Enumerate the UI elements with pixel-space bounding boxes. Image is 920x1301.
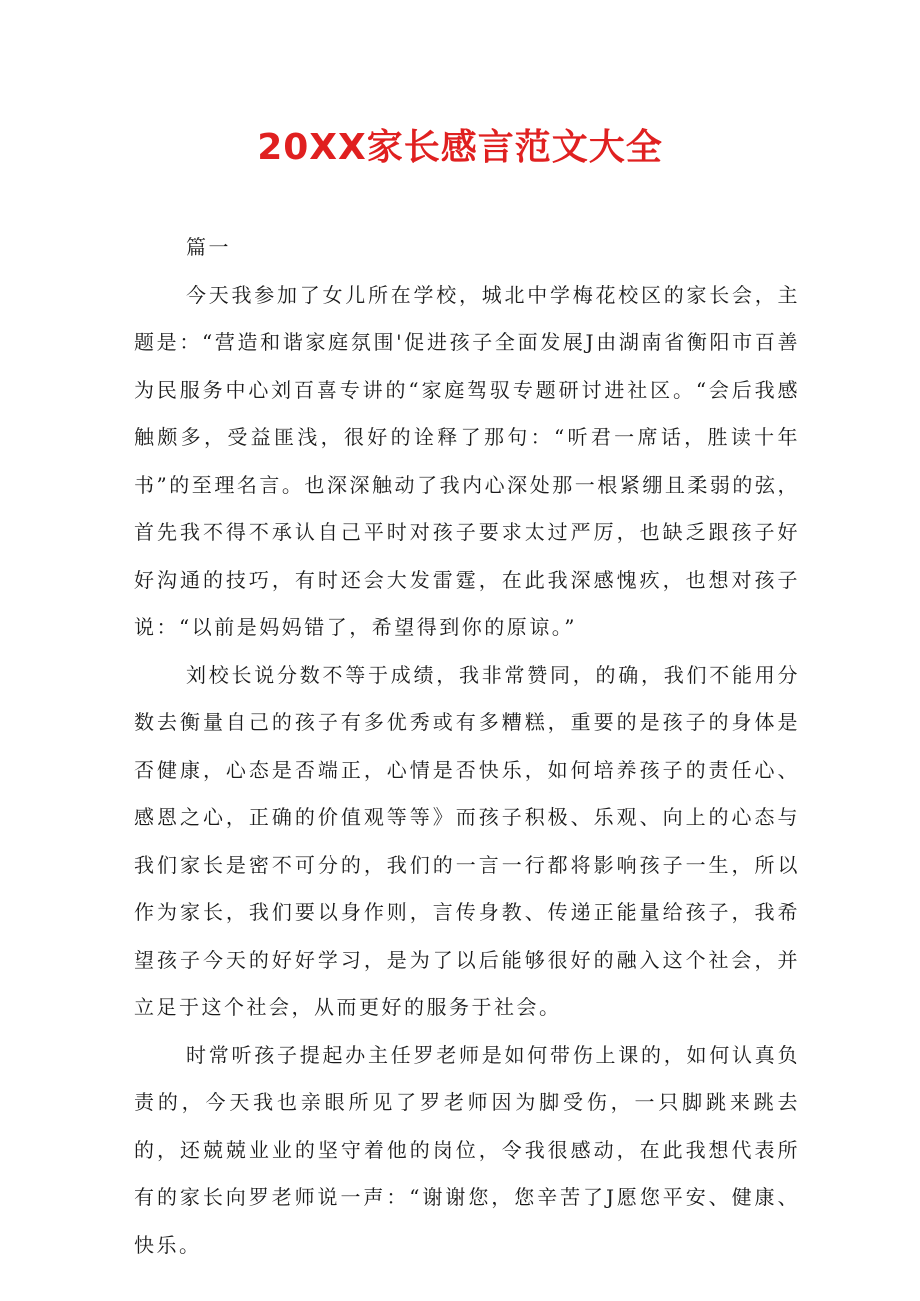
document-title: 20XX家长感言范文大全	[257, 127, 663, 168]
document-body	[134, 224, 800, 1269]
paragraph-3: 时常听孩子提起办主任罗老师是如何带伤上课的，如何认真负责的，今天我也亲眼所见了罗老师因为脚受伤，一只脚跳来跳去的，还兢兢业业的坚守着他的岗位，令我很感动，在此我想代表所有的家长向罗老师说一声：“谢谢您，您辛苦了J愿您平安、健康、快乐。	[134, 1042, 800, 1257]
paragraph-1: 今天我参加了女儿所在学校，城北中学梅花校区的家长会，主题是：“营造和谐家庭氛围'促进孩子全面发展J由湖南省衡阳市百善为民服务中心刘百喜专讲的“家庭驾驭专题研讨进社区。“会后我感触颇多，受益匪浅，很好的诠释了那句：“听君一席话，胜读十年书”的至理名言。也深深触动了我内心深处那一根紧绷且柔弱的弦，首先我不得不承认自己平时对孩子要求太过严厉，也缺乏跟孩子好好沟通的技巧，有时还会大发雷霆，在此我深感愧疚，也想对孩子说：“以前是妈妈错了，希望得到你的原谅。”	[134, 282, 800, 639]
section-label: 篇一	[186, 235, 231, 259]
paragraph-2: 刘校长说分数不等于成绩，我非常赞同，的确，我们不能用分数去衡量自己的孩子有多优秀或有多糟糕，重要的是孩子的身体是否健康，心态是否端正，心情是否快乐，如何培养孩子的责任心、感恩之心，正确的价值观等等》而孩子积极、乐观、向上的心态与我们家长是密不可分的，我们的一言一行都将影响孩子一生，所以作为家长，我们要以身作则，言传身教、传递正能量给孩子，我希望孩子今天的好好学习，是为了以后能够很好的融入这个社会，并立足于这个社会，从而更好的服务于社会。	[134, 662, 800, 1019]
